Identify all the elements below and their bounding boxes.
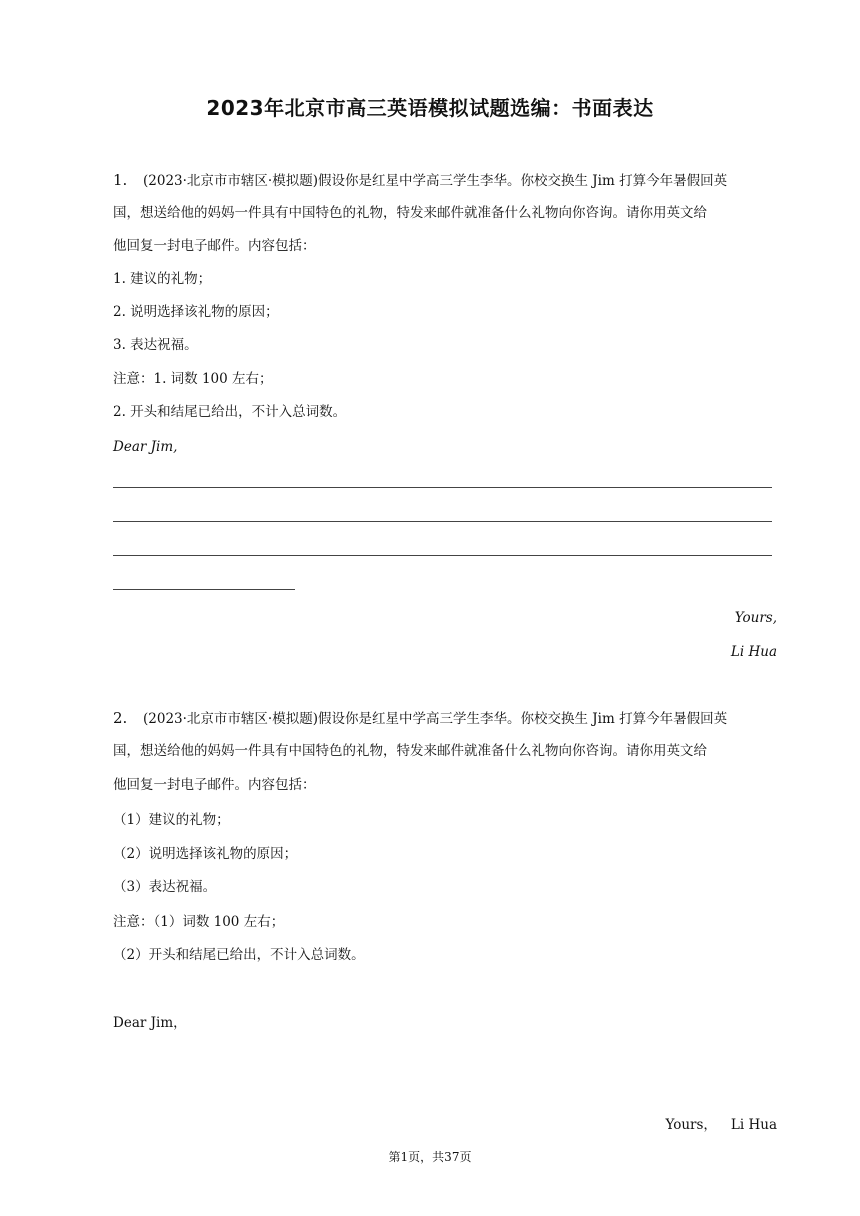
- answer-line: [113, 555, 772, 556]
- answer-line: [113, 487, 772, 488]
- page-footer: 第1页，共37页: [388, 1150, 472, 1164]
- page-title: 2023年北京市高三英语模拟试题选编：书面表达: [206, 96, 654, 120]
- q1-item-3: 3. 表达祝福。: [113, 337, 198, 353]
- q2-item-1: （1）建议的礼物；: [113, 812, 230, 828]
- q2-prompt-line-1: [113, 708, 783, 729]
- answer-line: [113, 589, 295, 590]
- q1-note-2: 2. 开头和结尾已给出，不计入总词数。: [113, 404, 347, 420]
- q2-closing-line: [113, 1115, 777, 1135]
- q2-note-2: （2）开头和结尾已给出，不计入总词数。: [113, 947, 365, 963]
- q2-prompt-line-2: 国，想送给他的妈妈一件具有中国特色的礼物，特发来邮件就准备什么礼物向你咨询。请你用英文给: [113, 743, 707, 759]
- q2-prompt-line-3: 他回复一封电子邮件。内容包括：: [113, 777, 316, 793]
- q2-item-3: （3）表达祝福。: [113, 879, 217, 895]
- q2-line1-text: (2023·北京市市辖区·模拟题)假设你是红星中学高三学生李华。你校交换生 Jim 打算今年暑假回英: [143, 711, 728, 727]
- q2-closing: Yours，: [665, 1117, 717, 1133]
- q1-note-1: 注意：1. 词数 100 左右；: [113, 371, 273, 387]
- q1-number: 1.: [113, 171, 128, 189]
- q2-salutation: Dear Jim，: [113, 1015, 187, 1031]
- q1-item-1: 1. 建议的礼物；: [113, 271, 212, 287]
- q2-note-1: 注意：（1）词数 100 左右；: [113, 914, 285, 930]
- q1-signature: Li Hua: [730, 644, 777, 660]
- q1-item-2: 2. 说明选择该礼物的原因；: [113, 304, 279, 320]
- q1-salutation: Dear Jim,: [113, 439, 178, 455]
- q1-prompt-line-3: 他回复一封电子邮件。内容包括：: [113, 238, 316, 254]
- q2-signature: Li Hua: [730, 1117, 777, 1133]
- q1-prompt-line-1: [113, 170, 783, 191]
- q2-item-2: （2）说明选择该礼物的原因；: [113, 846, 298, 862]
- q2-number: 2.: [113, 709, 128, 727]
- answer-line: [113, 521, 772, 522]
- q1-closing: Yours,: [734, 610, 777, 626]
- q1-line1-text: (2023·北京市市辖区·模拟题)假设你是红星中学高三学生李华。你校交换生 Jim 打算今年暑假回英: [143, 173, 728, 189]
- q1-prompt-line-2: 国，想送给他的妈妈一件具有中国特色的礼物，特发来邮件就准备什么礼物向你咨询。请你用英文给: [113, 205, 707, 221]
